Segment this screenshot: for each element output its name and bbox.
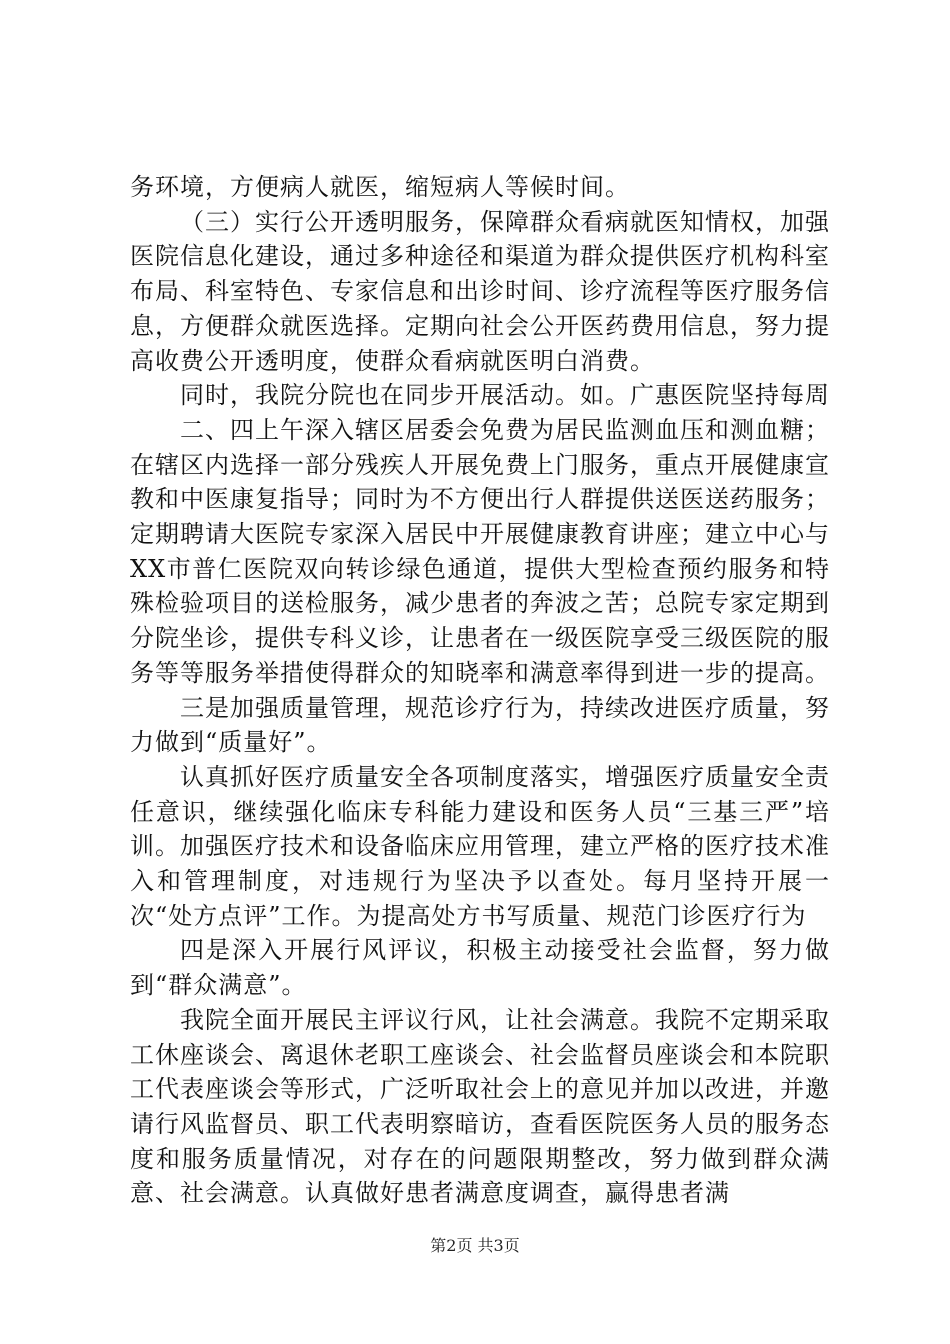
paragraph-6: 认真抓好医疗质量安全各项制度落实，增强医疗质量安全责任意识，继续强化临床专科能力建设和医务人员“三基三严”培训。加强医疗技术和设备临床应用管理，建立严格的医疗技术准入和管理制度，对违规行为坚决予以查处。每月坚持开展一次“处方点评”工作。为提高处方书写质量、规范门诊医疗行为 [130,762,830,930]
page-footer: 第2页 共3页 [430,1236,520,1255]
paragraph-4: 二、四上午深入辖区居委会免费为居民监测血压和测血糖；在辖区内选择一部分残疾人开展免费上门服务，重点开展健康宣教和中医康复指导；同时为不方便出行人群提供送医送药服务；定期聘请大医院专家深入居民中开展健康教育讲座；建立中心与XX市普仁医院双向转诊绿色通道，提供大型检查预约服务和特殊检验项目的送检服务，减少患者的奔波之苦；总院专家定期到分院坐诊，提供专科义诊，让患者在一级医院享受三级医院的服务等等服务举措使得群众的知晓率和满意率得到进一步的提高。 [130,415,830,687]
paragraph-7: 四是深入开展行风评议，积极主动接受社会监督，努力做到“群众满意”。 [130,936,830,1000]
paragraph-3: 同时，我院分院也在同步开展活动。如。广惠医院坚持每周 [180,381,830,410]
paragraph-2: （三）实行公开透明服务，保障群众看病就医知情权，加强医院信息化建设，通过多种途径和渠道为群众提供医疗机构科室布局、科室特色、专家信息和出诊时间、诊疗流程等医疗服务信息，方便群众就医选择。定期向社会公开医药费用信息，努力提高收费公开透明度，使群众看病就医明白消费。 [130,207,830,375]
paragraph-1: 务环境，方便病人就医，缩短病人等候时间。 [130,173,630,201]
paragraph-8: 我院全面开展民主评议行风，让社会满意。我院不定期采取工休座谈会、离退休老职工座谈会、社会监督员座谈会和本院职工代表座谈会等形式，广泛听取社会上的意见并加以改进，并邀请行风监督员、职工代表明察暗访，查看医院医务人员的服务态度和服务质量情况，对存在的问题限期整改，努力做到群众满意、社会满意。认真做好患者满意度调查，赢得患者满 [130,1005,830,1208]
paragraph-5: 三是加强质量管理，规范诊疗行为，持续改进医疗质量，努力做到“质量好”。 [130,693,830,757]
document-body [130,170,830,1211]
